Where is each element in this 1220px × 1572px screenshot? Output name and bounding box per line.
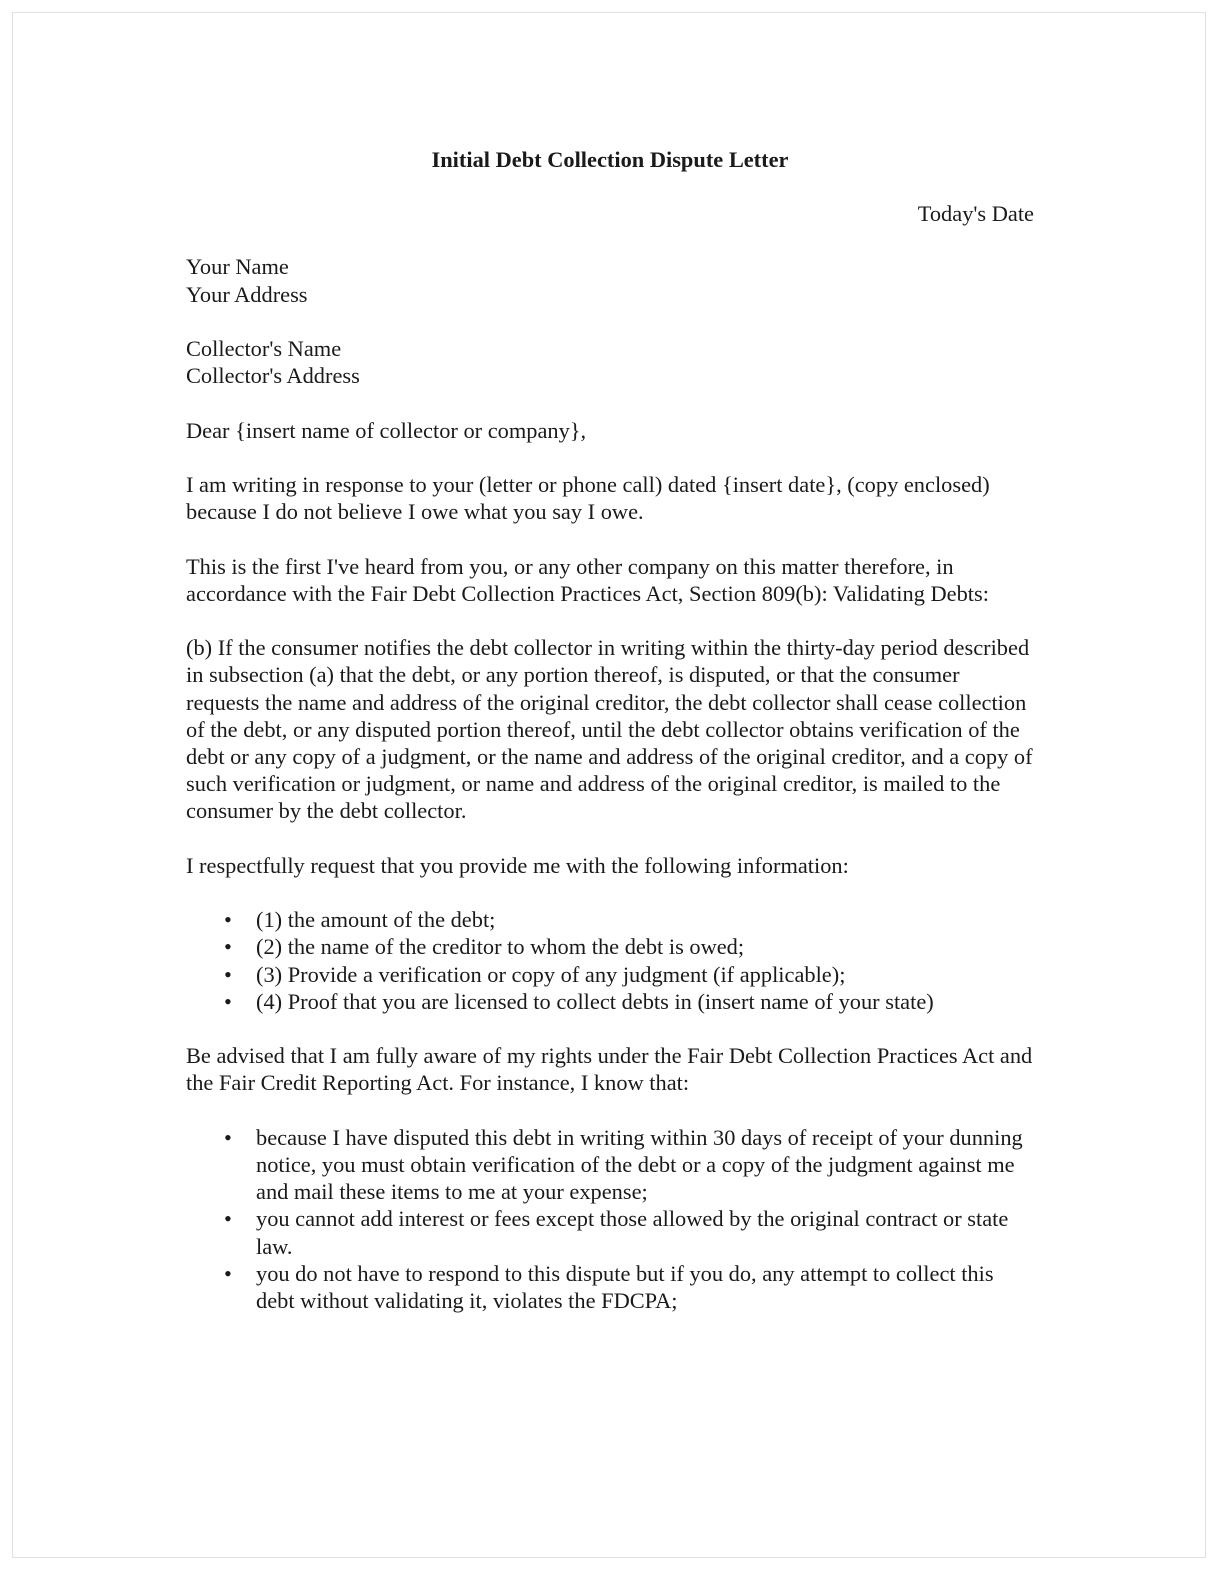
list-item-text: because I have disputed this debt in writing within 30 days of receipt of your dunning notice, you must obtain verification of the debt or a copy of the judgment against me and mail these items to me at your expense; xyxy=(256,1124,1023,1205)
letter-date: Today's Date xyxy=(917,201,1034,227)
recipient-block xyxy=(186,335,1034,389)
recipient-name: Collector's Name xyxy=(186,336,342,361)
bullet-icon: • xyxy=(224,1124,232,1150)
letter-title: Initial Debt Collection Dispute Letter xyxy=(431,147,789,172)
sender-block xyxy=(186,253,1034,307)
bullet-icon: • xyxy=(224,988,232,1014)
list-item-text: (4) Proof that you are licensed to collect debts in (insert name of your state) xyxy=(256,988,934,1014)
list-item xyxy=(186,988,1034,1015)
paragraph-rights-intro: Be advised that I am fully aware of my rights under the Fair Debt Collection Practices Act and the Fair Credit Reporting Act. For instance, I know that: xyxy=(186,1043,1033,1096)
salutation: Dear {insert name of collector or company}, xyxy=(186,417,587,443)
bullet-icon: • xyxy=(224,1206,232,1232)
paragraph-first-heard: This is the first I've heard from you, or any other company on this matter therefore, in accordance with the Fair Debt Collection Practices Act, Section 809(b): Validating Debts: xyxy=(186,553,989,606)
list-item-text: (2) the name of the creditor to whom the debt is owed; xyxy=(256,934,745,960)
list-item xyxy=(186,906,1034,933)
paragraph-statute-quote: (b) If the consumer notifies the debt collector in writing within the thirty-day period described in subsection (a) that the debt, or any portion thereof, is disputed, or that the consumer requests the name and address of the original creditor, the debt collector shall cease collection of the debt, or any disputed portion thereof, until the debt collector obtains verification of the debt or any copy of a judgment, or the name and address of the original creditor, and a copy of such verification or judgment, or name and address of the original creditor, is mailed to the consumer by the debt collector. xyxy=(186,635,1033,824)
bullet-icon: • xyxy=(224,1260,232,1286)
paragraph-request-intro: I respectfully request that you provide me with the following information: xyxy=(186,852,849,878)
letter-body xyxy=(186,146,1034,1341)
list-item xyxy=(186,933,1034,960)
request-list xyxy=(186,906,1034,1015)
bullet-icon: • xyxy=(224,907,232,933)
recipient-address: Collector's Address xyxy=(186,363,360,389)
sender-address: Your Address xyxy=(186,281,308,307)
bullet-icon: • xyxy=(224,934,232,960)
list-item-text: (1) the amount of the debt; xyxy=(256,907,496,933)
rights-list xyxy=(186,1124,1034,1314)
list-item xyxy=(186,1205,1034,1259)
paragraph-response: I am writing in response to your (letter or phone call) dated {insert date}, (copy enclosed) because I do not believe I owe what you say I owe. xyxy=(186,471,990,525)
list-item xyxy=(186,961,1034,988)
list-item-text: (3) Provide a verification or copy of any judgment (if applicable); xyxy=(256,961,846,987)
list-item xyxy=(186,1124,1034,1206)
list-item xyxy=(186,1260,1034,1314)
bullet-icon: • xyxy=(224,961,232,987)
list-item-text: you cannot add interest or fees except those allowed by the original contract or state law. xyxy=(256,1206,1009,1259)
list-item-text: you do not have to respond to this dispute but if you do, any attempt to collect this debt without validating it, violates the FDCPA; xyxy=(256,1260,994,1313)
sender-name: Your Name xyxy=(186,254,289,280)
